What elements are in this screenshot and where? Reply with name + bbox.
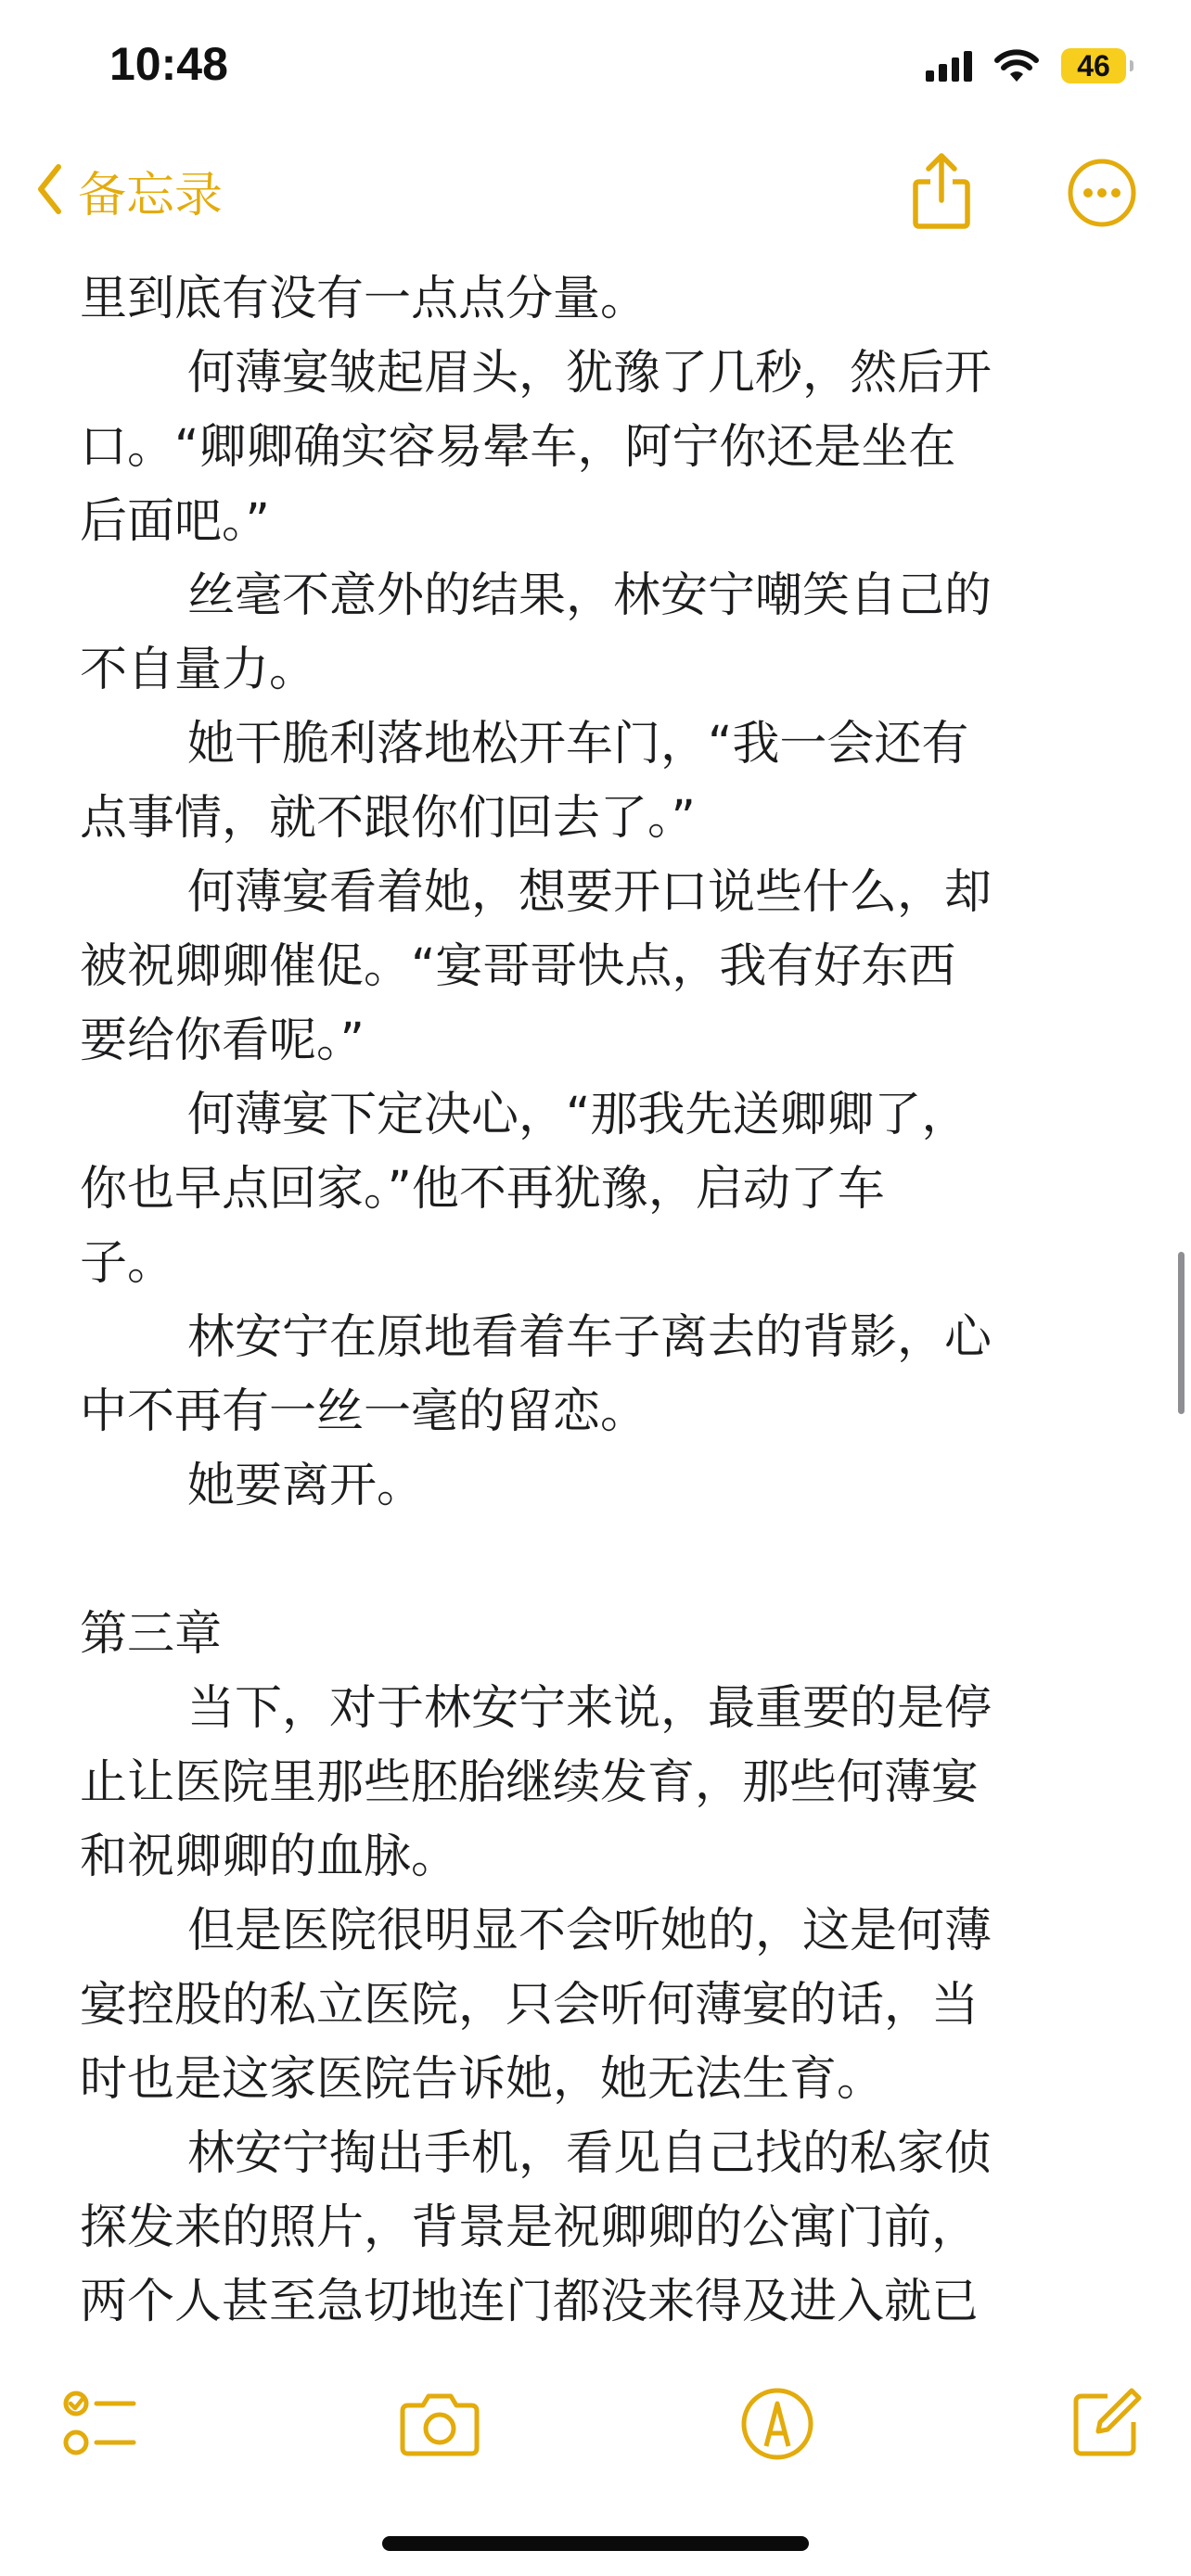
more-button[interactable]	[1067, 158, 1137, 232]
note-line: 和祝卿卿的血脉。	[80, 1830, 459, 1884]
cellular-signal-icon	[926, 50, 972, 82]
note-line: 丝毫不意外的结果，林安宁嘲笑自己的	[187, 568, 992, 623]
note-line: 何薄宴皱起眉头，犹豫了几秒，然后开	[187, 346, 992, 401]
note-line: 后面吧。”	[80, 494, 270, 549]
note-line: 但是医院很明显不会听她的，这是何薄	[187, 1904, 992, 1958]
markup-button[interactable]	[738, 2385, 816, 2467]
note-line: 宴控股的私立医院，只会听何薄宴的话，当	[80, 1978, 980, 2033]
back-button[interactable]	[35, 156, 223, 225]
battery-icon: 46	[1061, 48, 1126, 83]
note-line: 她要离开。	[187, 1459, 425, 1513]
navigation-bar	[0, 139, 1191, 241]
status-time: 10:48	[109, 38, 228, 90]
note-line: 林安宁在原地看着车子离去的背影，心	[187, 1310, 992, 1365]
share-icon	[904, 218, 979, 236]
note-line: 点事情，就不跟你们回去了。”	[80, 791, 696, 846]
note-line: 她干脆利落地松开车门，“我一会还有	[187, 717, 969, 772]
more-icon	[1067, 214, 1137, 232]
camera-icon	[397, 2445, 482, 2463]
note-line: 当下，对于林安宁来说，最重要的是停	[187, 1681, 992, 1736]
markup-icon	[738, 2449, 816, 2467]
back-button-label: 备忘录	[78, 168, 224, 223]
note-line: 不自量力。	[80, 643, 317, 697]
status-bar	[0, 0, 1191, 130]
status-icons	[926, 43, 1126, 89]
note-line: 林安宁掏出手机，看见自己找的私家侦	[187, 2126, 992, 2181]
note-line: 第三章	[80, 1607, 223, 1662]
note-line: 止让医院里那些胚胎继续发育，那些何薄宴	[80, 1755, 980, 1810]
note-line: 口。“卿卿确实容易晕车，阿宁你还是坐在	[80, 420, 956, 475]
compose-icon	[1067, 2449, 1145, 2467]
note-line: 被祝卿卿催促。“宴哥哥快点，我有好东西	[80, 939, 956, 994]
note-line: 何薄宴看着她，想要开口说些什么，却	[187, 865, 992, 920]
bottom-toolbar	[0, 2374, 1191, 2476]
note-line: 两个人甚至急切地连门都没来得及进入就已	[80, 2275, 980, 2329]
note-body[interactable]	[80, 262, 1119, 2340]
home-indicator[interactable]	[382, 2536, 809, 2551]
camera-button[interactable]	[397, 2385, 482, 2463]
note-line: 你也早点回家。”他不再犹豫，启动了车	[80, 1162, 885, 1217]
scroll-indicator[interactable]	[1178, 1252, 1185, 1414]
note-line: 时也是这家医院告诉她，她无法生育。	[80, 2052, 885, 2107]
wifi-icon	[992, 48, 1041, 83]
chevron-left-icon	[35, 161, 63, 221]
note-line: 探发来的照片，背景是祝卿卿的公寓门前，	[80, 2200, 980, 2255]
share-button[interactable]	[904, 148, 979, 236]
checklist-icon	[61, 2449, 139, 2467]
checklist-button[interactable]	[61, 2385, 139, 2467]
note-blank-line	[80, 1524, 1119, 1598]
note-line: 子。	[80, 1236, 175, 1291]
note-line: 中不再有一丝一毫的留恋。	[80, 1384, 648, 1439]
note-line: 何薄宴下定决心，“那我先送卿卿了，	[187, 1088, 969, 1142]
compose-button[interactable]	[1067, 2385, 1145, 2467]
note-line: 要给你看呢。”	[80, 1014, 365, 1068]
note-line: 里到底有没有一点点分量。	[80, 272, 648, 326]
